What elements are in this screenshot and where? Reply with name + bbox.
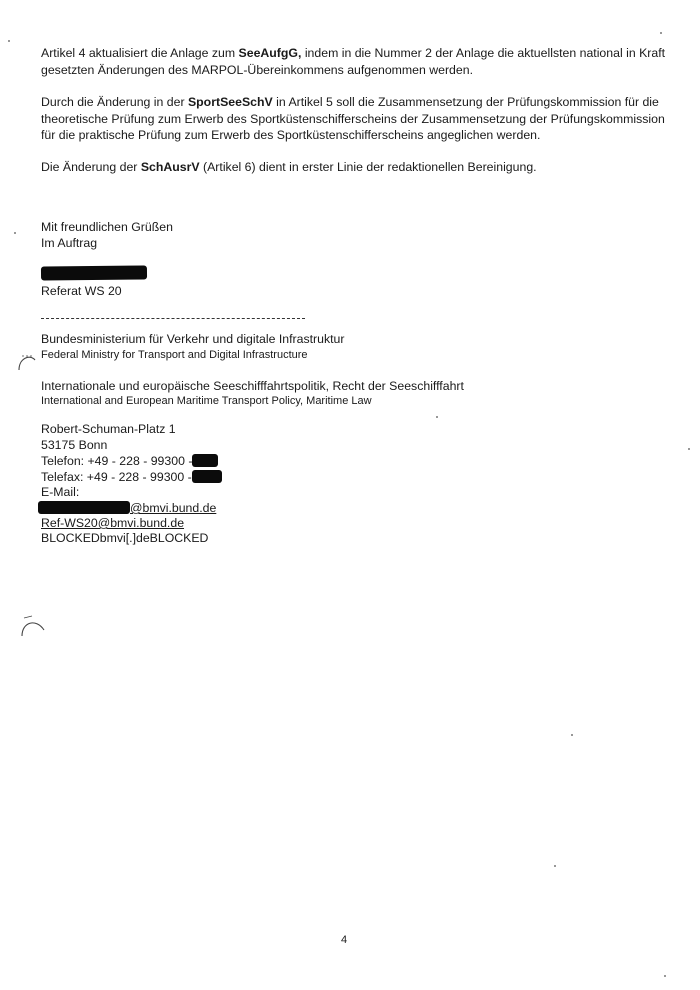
ministry-name-de: Bundesministerium für Verkehr und digitale Infrastruktur [41,332,345,346]
redaction-block [192,454,218,467]
scan-speck [14,232,16,234]
paragraph-article-5 [41,94,666,144]
scan-mark [16,348,38,374]
phone-line [41,453,218,469]
closing-department: Referat WS 20 [41,284,122,298]
signature-divider [41,318,305,319]
redaction-block [41,265,147,280]
paragraph-article-6 [41,159,666,176]
blocked-email: BLOCKEDbmvi[.]deBLOCKED [41,531,209,545]
page-number: 4 [341,934,348,946]
fax-text: Telefax: +49 - 228 - 99300 - [41,470,192,484]
scan-speck [8,40,10,42]
paragraph-text: Die Änderung der [41,160,141,174]
division-name-de: Internationale und europäische Seeschifffahrtspolitik, Recht der Seeschifffahrt [41,379,464,393]
email-domain-link[interactable]: @bmvi.bund.de [130,501,217,515]
paragraph-text: Artikel 4 aktualisiert die Anlage zum [41,46,239,60]
email-department-link[interactable]: Ref-WS20@bmvi.bund.de [41,516,185,530]
law-abbreviation: SeeAufgG, [238,46,302,60]
paragraph-text: in Artikel 5 soll die Zusammensetzung der Prüfungskommission für die theoretische Prüfung zum Erwerb des Sportküstenschifferscheins der Zusammensetzung der Prüfungskommission für die praktische Prüfung zum Erwerb des Sportküstenschifferscheins angeglichen werden. [41,95,665,142]
division-name-en: International and European Maritime Transport Policy, Maritime Law [41,395,372,407]
paragraph-text: (Artikel 6) dient in erster Linie der redaktionellen Bereinigung. [199,160,537,174]
scan-speck [660,32,662,34]
paragraph-article-4 [41,45,666,78]
redaction-block [38,501,130,514]
ministry-name-en: Federal Ministry for Transport and Digital Infrastructure [41,349,308,361]
redaction-block [192,470,222,483]
scan-mark [18,612,48,640]
fax-line [41,469,222,485]
email-personal[interactable] [41,500,216,516]
redacted-name [41,266,147,282]
paragraph-text: indem in die Nummer 2 der Anlage die aktuellsten national in Kraft gesetzten Änderungen des MARPOL-Übereinkommens aufgenommen werden. [41,46,666,77]
closing-greeting: Mit freundlichen Grüßen [41,220,173,234]
scan-speck [571,734,573,736]
law-abbreviation: SportSeeSchV [187,95,273,109]
address-city: 53175 Bonn [41,438,108,452]
scan-speck [688,448,690,450]
scan-speck [436,416,438,418]
closing-on-behalf: Im Auftrag [41,236,98,250]
scan-speck [554,865,556,867]
scan-speck [664,975,666,977]
law-abbreviation: SchAusrV [140,160,200,174]
paragraph-text: Durch die Änderung in der [41,95,188,109]
email-label: E-Mail: [41,485,80,499]
address-street: Robert-Schuman-Platz 1 [41,422,176,436]
phone-text: Telefon: +49 - 228 - 99300 - [41,454,193,468]
